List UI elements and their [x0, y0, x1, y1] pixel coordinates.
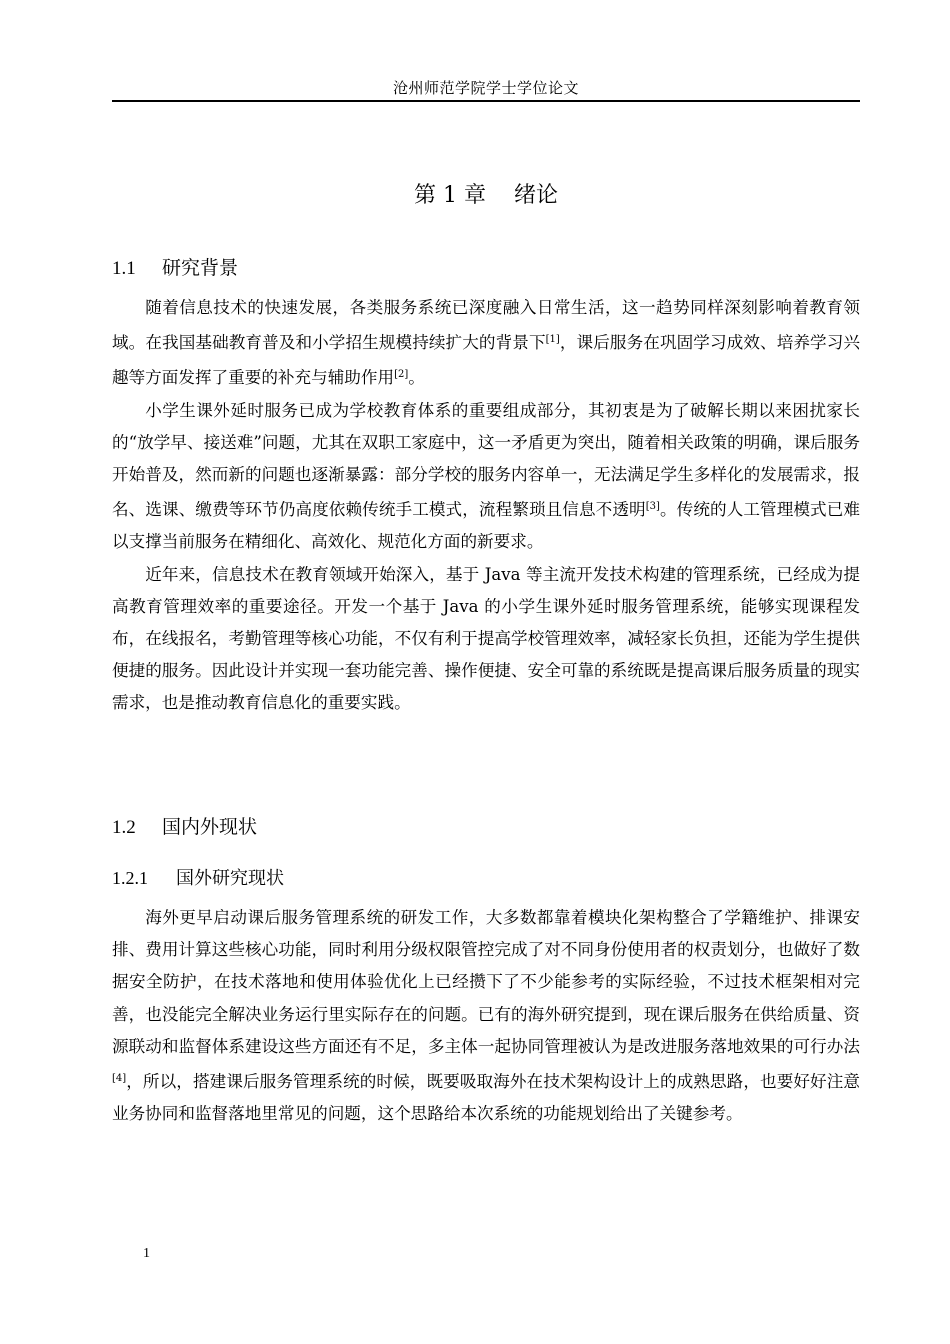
subsection-heading-1-2-1: [112, 864, 284, 890]
section-heading-1-2: [112, 812, 257, 839]
paragraph: 随着信息技术的快速发展，各类服务系统已深度融入日常生活，这一趋势同样深刻影响着教育领域。在我国基础教育普及和小学招生规模持续扩大的背景下[1]，课后服务在巩固学习成效、培养学习兴趣等方面发挥了重要的补充与辅助作用[2]。: [112, 298, 860, 388]
subsection-1-2-1-body: [112, 902, 860, 1130]
paragraph: 小学生课外延时服务已成为学校教育体系的重要组成部分，其初衷是为了破解长期以来困扰家长的“放学早、接送难”问题，尤其在双职工家庭中，这一矛盾更为突出，随着相关政策的明确，课后服务开始普及，然而新的问题也逐渐暴露：部分学校的服务内容单一，无法满足学生多样化的发展需求，报名、选课、缴费等环节仍高度依赖传统手工模式，流程繁琐且信息不透明[3]。传统的人工管理模式已难以支撑当前服务在精细化、高效化、规范化方面的新要求。: [112, 400, 861, 552]
paragraph: 海外更早启动课后服务管理系统的研发工作，大多数都靠着模块化架构整合了学籍维护、排课安排、费用计算这些核心功能，同时利用分级权限管控完成了对不同身份使用者的权责划分，也做好了数据安全防护，在技术落地和使用体验优化上已经攒下了不少能参考的实际经验，不过技术框架相对完善，也没能完全解决业务运行里实际存在的问题。已有的海外研究提到，现在课后服务在供给质量、资源联动和监督体系建设这些方面还有不足，多主体一起协同管理被认为是改进服务落地效果的可行办法[4]，所以，搭建课后服务管理系统的时候，既要吸取海外在技术架构设计上的成熟思路，也要好好注意业务协同和监督落地里常见的问题，这个思路给本次系统的功能规划给出了关键参考。: [112, 908, 860, 1124]
subsection-title: 国外研究现状: [176, 868, 284, 889]
section-heading-1-1: [112, 253, 238, 280]
citation-marker: [3]: [645, 501, 660, 513]
running-header: 沧州师范学院学士学位论文: [392, 79, 579, 97]
section-title: 研究背景: [162, 257, 239, 279]
chapter-title: [112, 178, 860, 209]
header-rule: [112, 100, 860, 102]
chapter-number: 第 1 章: [414, 183, 486, 208]
citation-marker: [4]: [112, 1073, 127, 1085]
section-title: 国内外现状: [162, 816, 258, 838]
page-number: 1: [143, 1246, 150, 1261]
section-number: 1.1: [112, 258, 136, 279]
paragraph: 近年来，信息技术在教育领域开始深入，基于 Java 等主流开发技术构建的管理系统，已经成为提高教育管理效率的重要途径。开发一个基于 Java 的小学生课外延时服务管理系统，能够实现课程发布，在线报名，考勤管理等核心功能，不仅有利于提高学校管理效率，减轻家长负担，还能为学生提供便捷的服务。因此设计并实现一套功能完善、操作便捷、安全可靠的系统既是提高课后服务质量的现实需求，也是推动教育信息化的重要实践。: [112, 564, 860, 713]
citation-marker: [2]: [394, 369, 409, 381]
subsection-number: 1.2.1: [112, 868, 148, 888]
section-1-1-body: [112, 292, 860, 720]
chapter-name: 绪论: [513, 183, 558, 208]
citation-marker: [1]: [545, 334, 560, 346]
section-number: 1.2: [112, 817, 136, 838]
